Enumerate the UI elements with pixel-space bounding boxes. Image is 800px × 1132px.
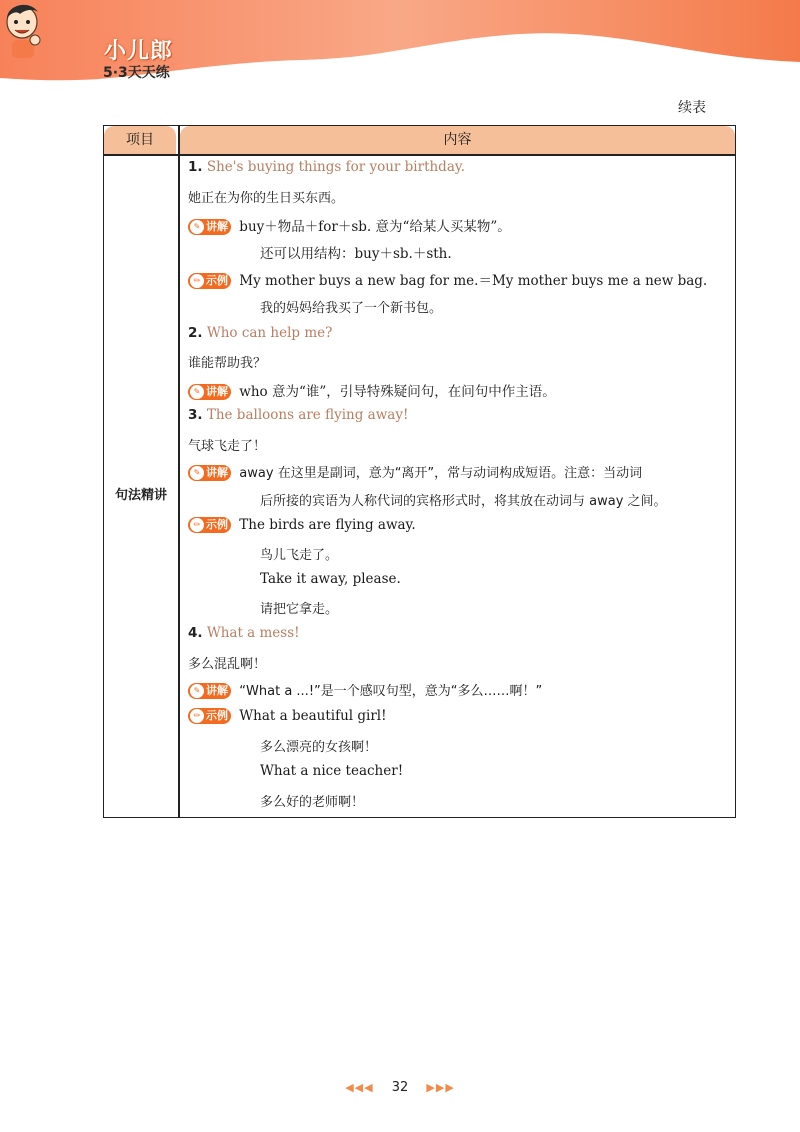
column-header-item: 项目 xyxy=(104,126,176,154)
explain-tag: ✎ 讲解 xyxy=(188,219,231,235)
item-number: 2. xyxy=(188,325,203,341)
page-number: 32 xyxy=(391,1080,409,1095)
example-tag: ✏ 示例 xyxy=(188,708,231,724)
item-number: 3. xyxy=(188,407,203,423)
translation: 气球飞走了！ xyxy=(188,439,267,454)
column-divider xyxy=(178,126,180,817)
book-icon: ✎ xyxy=(190,385,204,399)
explain-line: ✎ 讲解 away 在这里是副词，意为“离开”，常与动词构成短语。注意：当动词 xyxy=(188,462,642,482)
example-line: ✏ 示例 The birds are flying away. xyxy=(188,517,416,534)
translation: 她正在为你的生日买东西。 xyxy=(188,191,345,206)
explain-line: 后所接的宾语为人称代词的宾格形式时，将其放在动词与 away 之间。 xyxy=(260,494,667,509)
book-icon: ✎ xyxy=(190,220,204,234)
example-sentence: She's buying things for your birthday. xyxy=(206,159,466,175)
explain-line: 还可以用结构：buy＋sb.＋sth. xyxy=(260,246,452,262)
continued-label: 续表 xyxy=(678,100,706,116)
brand-logo: 小儿郎 xyxy=(104,39,174,64)
explain-line: ✎ 讲解 who 意为“谁”，引导特殊疑问句，在问句中作主语。 xyxy=(188,380,556,401)
book-icon: ✎ xyxy=(190,684,204,698)
header-banner xyxy=(0,0,800,96)
example-tag: ✏ 示例 xyxy=(188,517,231,533)
pencil-icon: ✏ xyxy=(190,518,204,532)
page-footer xyxy=(0,1080,800,1095)
pencil-icon: ✏ xyxy=(190,274,204,288)
explain-tag: ✎ 讲解 xyxy=(188,384,231,400)
prev-arrows-icon: ◀◀◀ xyxy=(345,1081,374,1094)
item-1-sentence-line xyxy=(188,159,465,175)
grammar-table xyxy=(103,125,736,818)
explain-line: ✎ 讲解 “What a ...!”是一个感叹句型，意为“多么……啊！” xyxy=(188,680,542,700)
example-line: 请把它拿走。 xyxy=(260,602,339,617)
example-line: What a nice teacher! xyxy=(260,763,404,779)
example-sentence: The balloons are flying away! xyxy=(206,407,409,423)
item-2-sentence-line xyxy=(188,325,332,341)
item-3-sentence-line xyxy=(188,407,408,423)
example-tag: ✏ 示例 xyxy=(188,273,231,289)
explain-line: ✎ 讲解 buy＋物品＋for＋sb. 意为“给某人买某物”。 xyxy=(188,215,511,236)
explain-tag: ✎ 讲解 xyxy=(188,683,231,699)
category-label: 句法精讲 xyxy=(114,488,167,503)
example-line: 我的妈妈给我买了一个新书包。 xyxy=(260,301,443,316)
next-arrows-icon: ▶▶▶ xyxy=(426,1081,455,1094)
example-sentence: What a mess! xyxy=(206,625,300,641)
example-line: 多么漂亮的女孩啊！ xyxy=(260,740,378,755)
translation: 谁能帮助我？ xyxy=(188,356,267,371)
column-header-content: 内容 xyxy=(180,126,735,154)
example-line: 鸟儿飞走了。 xyxy=(260,548,339,563)
example-sentence: Who can help me? xyxy=(206,325,333,341)
item-4-sentence-line xyxy=(188,625,300,641)
example-line: 多么好的老师啊！ xyxy=(260,795,365,810)
mascot-boy-icon xyxy=(0,0,44,60)
item-number: 1. xyxy=(188,159,203,175)
pencil-icon: ✏ xyxy=(190,709,204,723)
translation: 多么混乱啊！ xyxy=(188,657,267,672)
series-title: 5·3天天练 xyxy=(103,65,170,81)
table-header-row xyxy=(104,126,735,154)
explain-tag: ✎ 讲解 xyxy=(188,465,231,481)
example-line: ✏ 示例 My mother buys a new bag for me.＝My mother buys me a new bag. xyxy=(188,269,707,290)
example-line: Take it away, please. xyxy=(260,571,401,587)
header-divider xyxy=(104,154,735,156)
example-line: ✏ 示例 What a beautiful girl! xyxy=(188,708,387,725)
item-number: 4. xyxy=(188,625,203,641)
book-icon: ✎ xyxy=(190,466,204,480)
